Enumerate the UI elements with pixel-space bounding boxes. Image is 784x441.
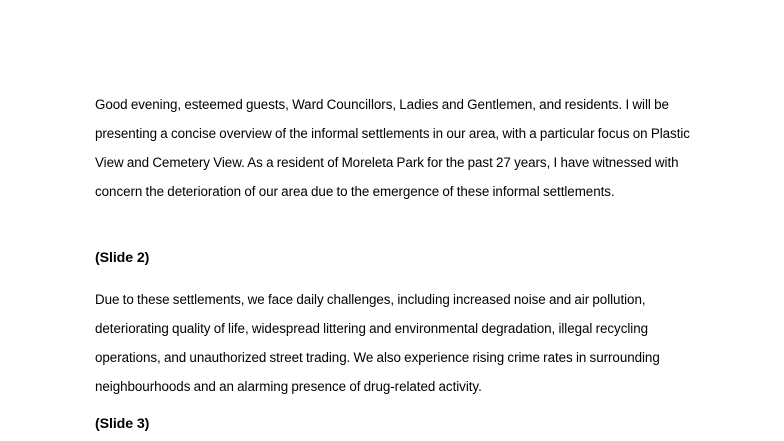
slide-3-heading: (Slide 3)	[95, 416, 150, 432]
slide-2-heading: (Slide 2)	[95, 250, 150, 266]
challenges-paragraph: Due to these settlements, we face daily challenges, including increased noise and air pollution, deteriorating quality of life, widespread littering and environmental degradation, illegal recycling operations, and unauthorized street trading. We also experience rising crime rates in surrounding neighbourhoods and an alarming presence of drug-related activity.	[95, 292, 660, 394]
intro-paragraph: Good evening, esteemed guests, Ward Councillors, Ladies and Gentlemen, and residents. I will be presenting a concise overview of the informal settlements in our area, with a particular focus on Plastic View and Cemetery View. As a resident of Moreleta Park for the past 27 years, I have witnessed with concern the deterioration of our area due to the emergence of these informal settlements.	[95, 97, 690, 199]
